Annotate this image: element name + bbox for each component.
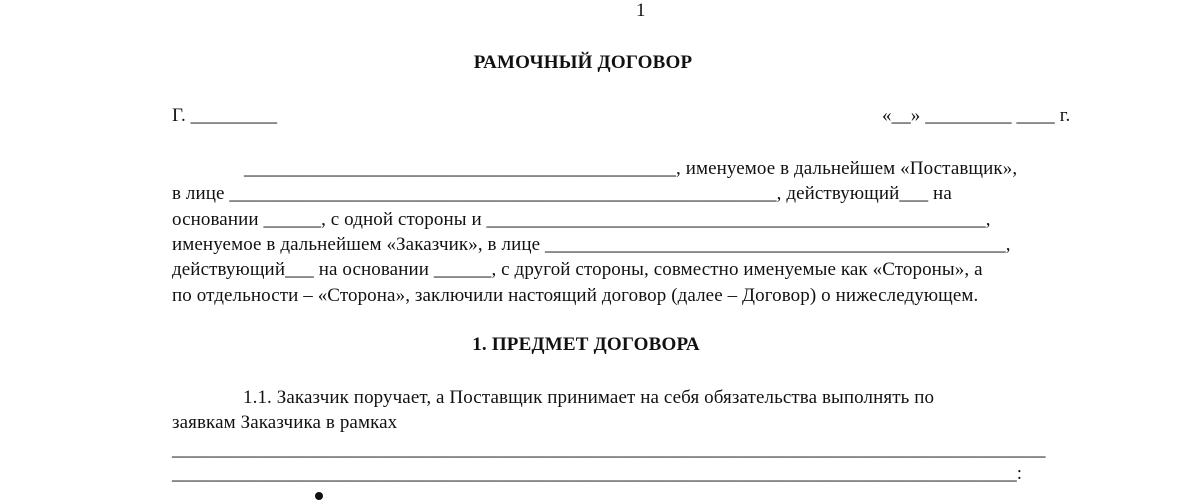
- blank-line-1: ___________________________________________________________________________________________: [172, 439, 1046, 460]
- intro-line-4: именуемое в дальнейшем «Заказчик», в лице ________________________________________________,: [172, 234, 1011, 255]
- intro-line-1: _____________________________________________, именуемое в дальнейшем «Поставщик»,: [244, 158, 1018, 179]
- document-title: РАМОЧНЫЙ ДОГОВОР: [473, 52, 693, 73]
- date-line: «__» _________ ____ г.: [882, 105, 1071, 126]
- blank-line-2: ________________________________________________________________________________________:: [172, 463, 1023, 484]
- page-number: 1: [636, 0, 646, 21]
- intro-line-2: в лице _________________________________________________________, действующий___ на: [172, 183, 952, 204]
- city-line: Г. _________: [172, 105, 278, 126]
- clause-1-1-line-1: 1.1. Заказчик поручает, а Поставщик принимает на себя обязательства выполнять по: [243, 387, 935, 408]
- intro-line-6: по отдельности – «Сторона», заключили настоящий договор (далее – Договор) о нижеследующем.: [172, 285, 979, 306]
- section-1-title: 1. ПРЕДМЕТ ДОГОВОРА: [472, 334, 700, 355]
- partial-glyph-mark: [315, 492, 323, 500]
- intro-line-5: действующий___ на основании ______, с другой стороны, совместно именуемые как «Стороны», а: [172, 259, 983, 280]
- clause-1-1-line-2: заявкам Заказчика в рамках: [172, 412, 398, 433]
- intro-line-3: основании ______, с одной стороны и ____________________________________________________,: [172, 209, 991, 230]
